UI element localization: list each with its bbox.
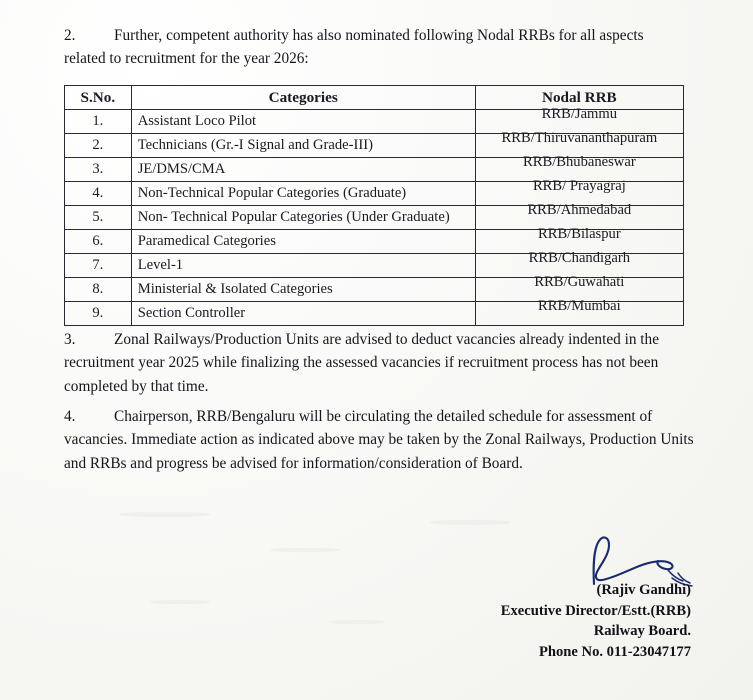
paragraph-3	[64, 328, 689, 398]
cell-nodal-rrb-text: RRB/Chandigarh	[528, 250, 631, 266]
cell-nodal-rrb-text: RRB/Thiruvananthapuram	[501, 130, 658, 146]
signatory-name: (Rajiv Gandhi)	[596, 582, 691, 598]
cell-sno: 9.	[65, 302, 132, 326]
nodal-rrb-table	[64, 85, 684, 326]
paragraph-2	[64, 24, 684, 71]
nodal-rrb-table-container	[64, 85, 684, 326]
paragraph-4-text: Chairperson, RRB/Bengaluru will be circulating the detailed schedule for assessment of vacancies. Immediate action as indicated above may be taken by the Zonal Railways, Production Units and RRBs and progress be advised for information/consideration of Board.	[64, 408, 694, 472]
cell-category: Non-Technical Popular Categories (Graduate)	[131, 182, 475, 206]
paragraph-4	[64, 405, 694, 475]
paragraph-3-text: Zonal Railways/Production Units are advised to deduct vacancies already indented in the recruitment year 2025 while finalizing the assessed vacancies if recruitment process has not been completed by that time.	[64, 331, 659, 395]
cell-category: Assistant Loco Pilot	[131, 110, 475, 134]
paragraph-2-number: 2.	[64, 27, 76, 44]
column-header-nodal-rrb: Nodal RRB	[475, 86, 683, 110]
cell-category: Section Controller	[131, 302, 475, 326]
cell-category: Level-1	[131, 254, 475, 278]
column-header-categories: Categories	[131, 86, 475, 110]
cell-nodal-rrb-text: RRB/Mumbai	[537, 298, 621, 314]
column-header-sno: S.No.	[65, 86, 132, 110]
signature-block	[501, 580, 691, 663]
cell-category: Technicians (Gr.-I Signal and Grade-III)	[131, 134, 475, 158]
cell-nodal-rrb-text: RRB/Bhubaneswar	[523, 154, 636, 170]
scan-smudge	[150, 600, 210, 604]
scan-smudge	[330, 620, 385, 624]
cell-nodal-rrb-text: RRB/Ahmedabad	[527, 202, 632, 218]
cell-sno: 1.	[65, 110, 132, 134]
cell-category: Non- Technical Popular Categories (Under Graduate)	[131, 206, 475, 230]
cell-sno: 2.	[65, 134, 132, 158]
table-row	[65, 302, 684, 326]
cell-sno: 6.	[65, 230, 132, 254]
cell-sno: 5.	[65, 206, 132, 230]
paragraph-3-number: 3.	[64, 331, 76, 348]
cell-category: Ministerial & Isolated Categories	[131, 278, 475, 302]
scan-smudge	[270, 548, 340, 552]
cell-sno: 3.	[65, 158, 132, 182]
cell-category: JE/DMS/CMA	[131, 158, 475, 182]
paragraph-2-text: Further, competent authority has also nominated following Nodal RRBs for all aspects related to recruitment for the year 2026:	[64, 27, 644, 68]
cell-nodal-rrb-text: RRB/Bilaspur	[537, 226, 621, 242]
cell-sno: 8.	[65, 278, 132, 302]
cell-nodal-rrb-text: RRB/ Prayagraj	[532, 178, 626, 194]
signatory-designation: Executive Director/Estt.(RRB)	[500, 602, 691, 619]
cell-sno: 4.	[65, 182, 132, 206]
signatory-phone: Phone No. 011-23047177	[538, 644, 691, 661]
cell-nodal-rrb	[475, 298, 683, 326]
scan-smudge	[430, 520, 510, 525]
cell-category: Paramedical Categories	[131, 230, 475, 254]
scan-smudge	[120, 512, 210, 517]
signatory-organisation: Railway Board.	[593, 623, 691, 640]
cell-sno: 7.	[65, 254, 132, 278]
cell-nodal-rrb-text: RRB/Jammu	[541, 106, 618, 122]
cell-nodal-rrb-text: RRB/Guwahati	[534, 274, 625, 290]
paragraph-4-number: 4.	[64, 408, 76, 425]
